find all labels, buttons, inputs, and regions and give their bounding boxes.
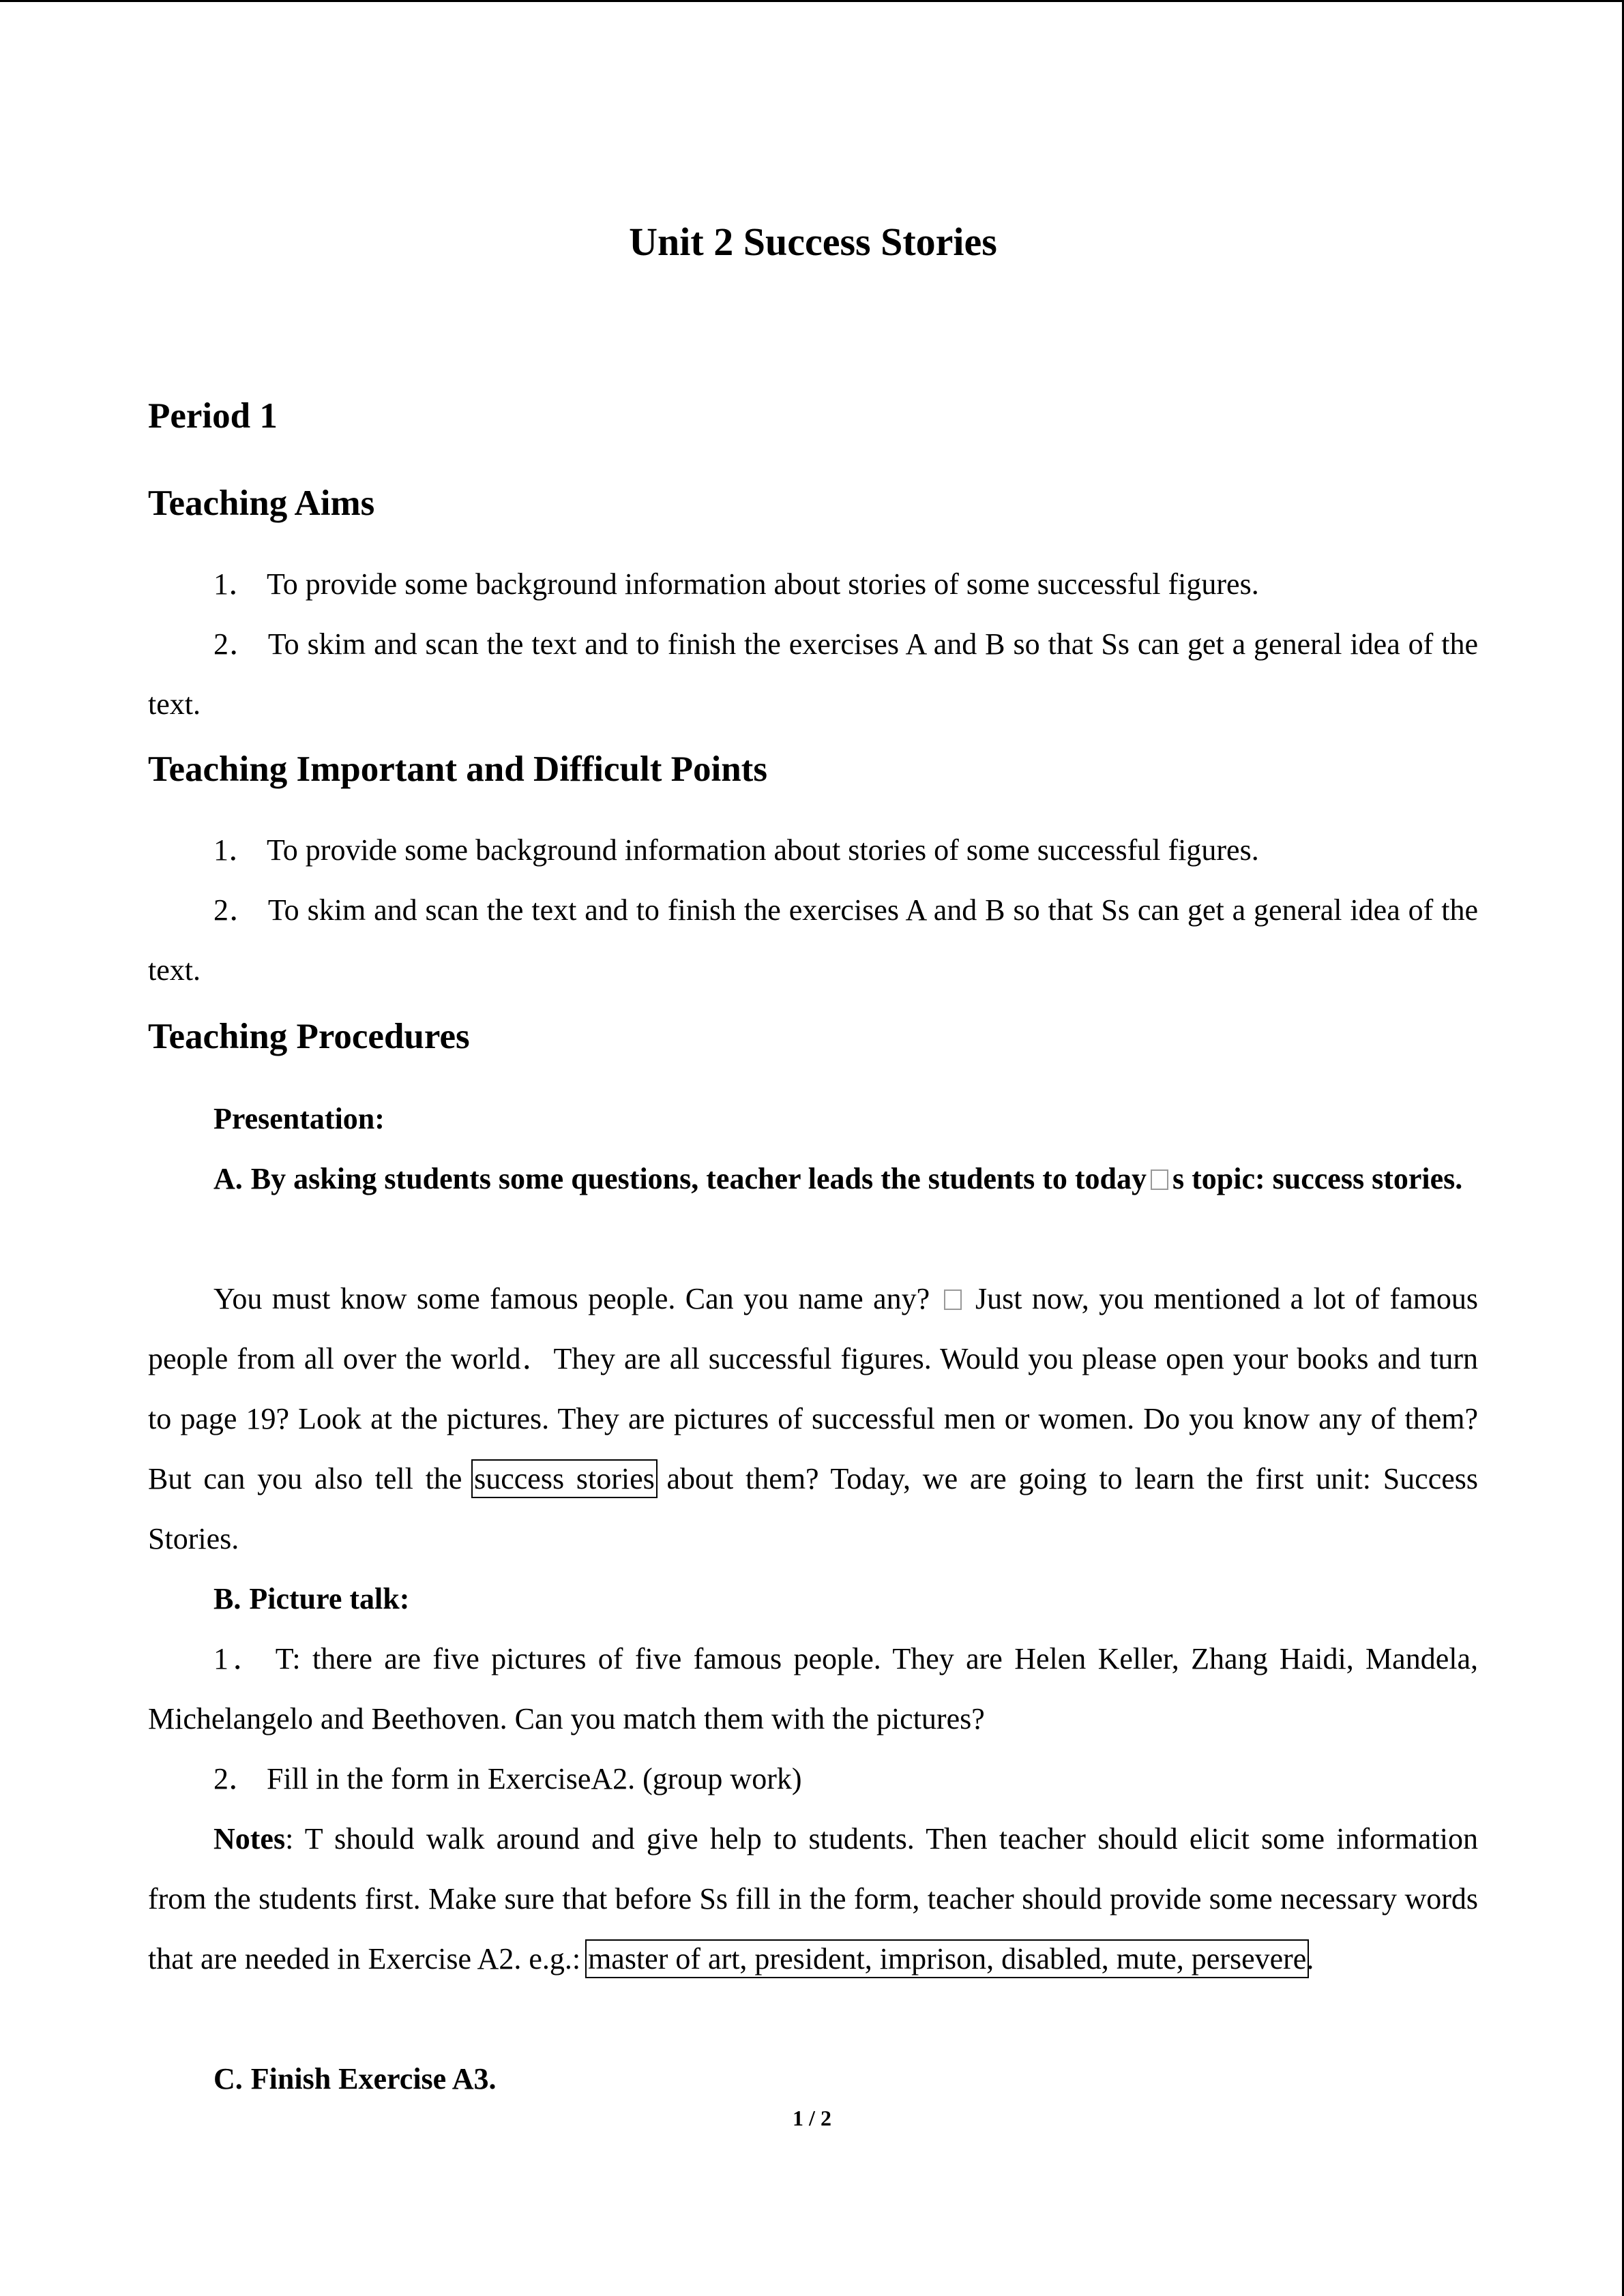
section-b-item-1-text: T: there are five pictures of five famous people. They are Helen Keller, Zhang Haidi, Mandela, Michelangelo and Beethoven. Can you match them with the pictures? — [148, 1642, 1478, 1735]
section-b-heading — [148, 1569, 1478, 1629]
points-item-1-number: 1． — [213, 833, 259, 867]
section-b-title: Picture talk: — [249, 1582, 410, 1615]
section-a-paragraph — [148, 1269, 1478, 1569]
section-a-para-1: You must know some famous people. Can you name any? — [213, 1282, 930, 1315]
aims-item-2-text: To skim and scan the text and to finish the exercises A and B so that Ss can get a general idea of the text. — [148, 627, 1479, 721]
section-b-item-2-number: 2． — [213, 1762, 259, 1795]
section-c-label: C. — [213, 2062, 243, 2096]
notes-text: : T should walk around and give help to students. Then teacher should elicit some information from the students first. Make sure that before Ss fill in the form, teacher should provide some necessary words that are needed in Exercise A2. e.g.: — [148, 1822, 1478, 1976]
teaching-aims-heading: Teaching Aims — [148, 483, 375, 523]
points-item-1 — [148, 820, 1478, 880]
boxed-vocabulary: master of art, president, imprison, disabled, mute, persevere — [588, 1942, 1307, 1976]
important-points-heading: Teaching Important and Difficult Points — [148, 749, 767, 789]
notes-label: Notes — [213, 1822, 286, 1855]
section-a-text-after: s topic: success stories. — [1172, 1162, 1463, 1195]
aims-item-1 — [148, 554, 1478, 614]
points-item-2-text: To skim and scan the text and to finish the exercises A and B so that Ss can get a general idea of the text. — [148, 893, 1479, 987]
missing-glyph-icon — [944, 1289, 962, 1310]
section-a-label: A. — [213, 1162, 243, 1195]
points-item-2-number: 2． — [213, 893, 260, 927]
section-b-item-2-text: Fill in the form in ExerciseA2. (group work) — [267, 1762, 802, 1795]
section-a-heading — [148, 1149, 1478, 1209]
aims-item-2 — [148, 614, 1478, 734]
section-b-item-2 — [148, 1749, 1478, 1809]
section-c-title: Finish Exercise A3. — [250, 2062, 497, 2096]
section-a-para-3: about them? Today, we are going to learn the first unit: Success Stories. — [148, 1462, 1479, 1555]
section-c-heading — [148, 2049, 1478, 2109]
points-item-1-text: To provide some background information about stories of some successful figures. — [267, 833, 1259, 867]
section-b-item-1-number: 1． — [213, 1642, 267, 1675]
aims-item-1-text: To provide some background information about stories of some successful figures. — [267, 567, 1259, 601]
aims-item-1-number: 1． — [213, 567, 259, 601]
page-title: Unit 2 Success Stories — [629, 220, 997, 264]
period-heading: Period 1 — [148, 396, 278, 436]
boxed-phrase-success-stories: success stories — [474, 1462, 655, 1495]
aims-item-2-number: 2． — [213, 627, 260, 661]
section-a-para-2: Just now, you mentioned a lot of famous people from all over the world．They are all successful figures. Would you please open your books and turn to page 19? Look at the pictures. They are pictures of successful men or women. Do you know any of them? But can you also tell the — [148, 1282, 1479, 1495]
points-item-2 — [148, 880, 1478, 1000]
notes-end: . — [1306, 1942, 1314, 1976]
presentation-label: Presentation: — [213, 1102, 385, 1135]
section-a-text-before: By asking students some questions, teacher leads the students to today — [250, 1162, 1147, 1195]
section-b-item-1 — [148, 1629, 1478, 1749]
page-number: 1 / 2 — [793, 2106, 831, 2130]
procedures-heading: Teaching Procedures — [148, 1017, 470, 1056]
notes-paragraph — [148, 1809, 1478, 1989]
missing-glyph-icon — [1151, 1169, 1168, 1190]
section-b-label: B. — [213, 1582, 241, 1615]
